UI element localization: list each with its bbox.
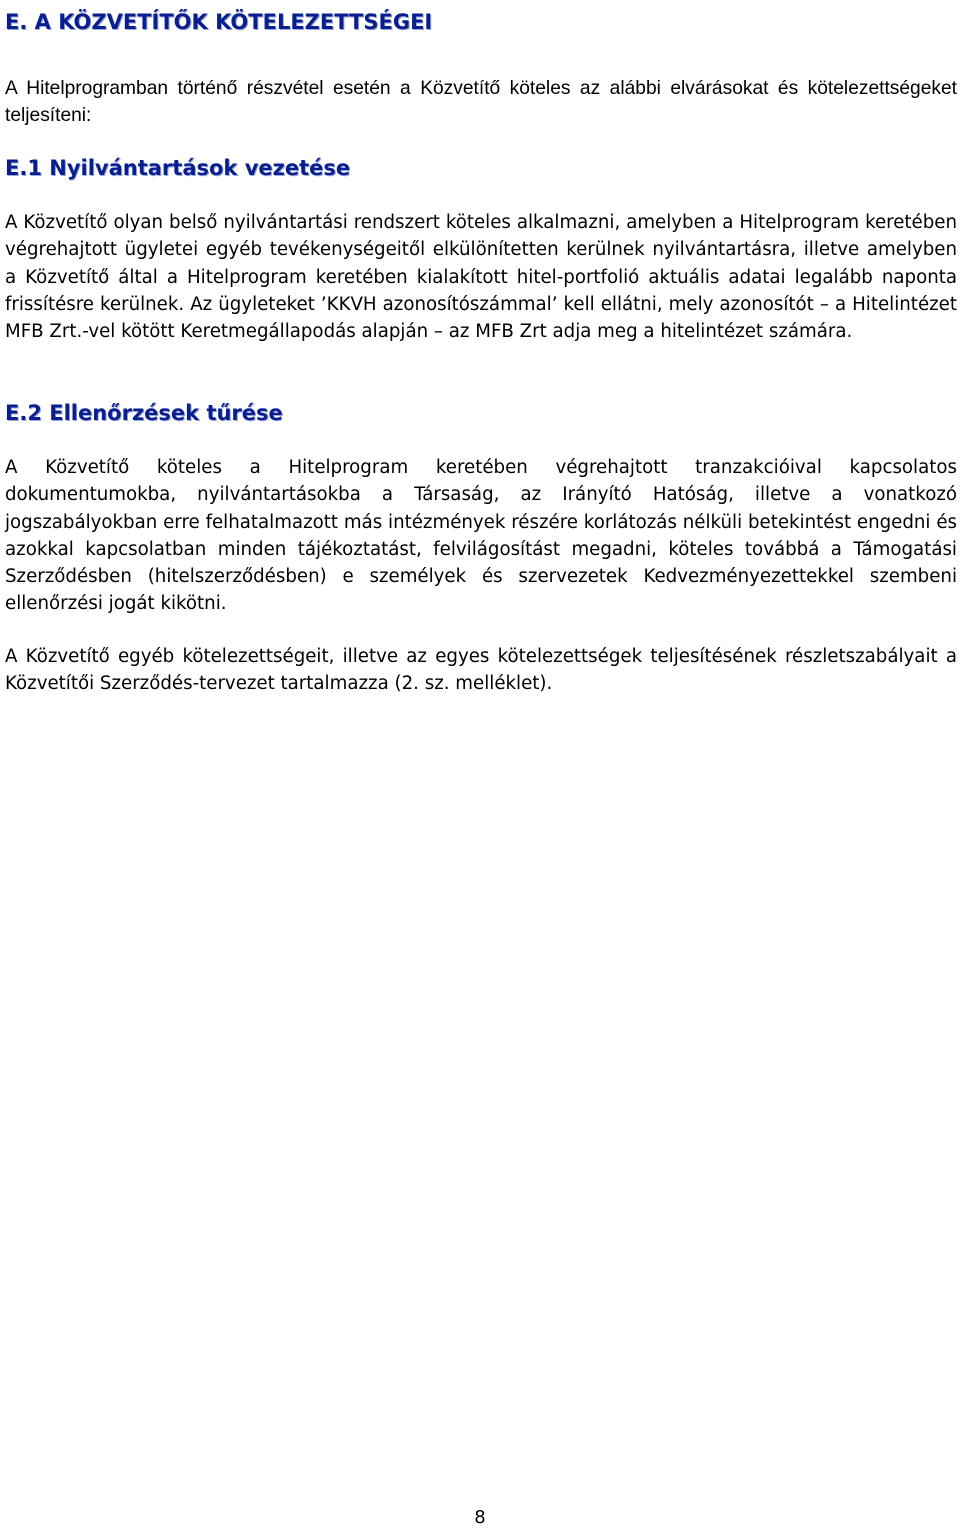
subsection-2-body-2: A Közvetítő egyéb kötelezettségeit, illetve az egyes kötelezettségek teljesítésének részletszabályait a Közvetítői Szerződés-tervezet tartalmazza (2. sz. melléklet). xyxy=(5,646,957,695)
subsection-2-title: E.2 Ellenőrzések tűrése xyxy=(5,401,283,425)
intro-paragraph: A Hitelprogramban történő részvétel esetén a Közvetítő köteles az alábbi elvárásokat és kötelezettségeket teljesíteni: xyxy=(5,78,957,127)
subsection-2-body-1: A Közvetítő köteles a Hitelprogram keretében végrehajtott tranzakcióival kapcsolatos dokumentumokba, nyilvántartásokba a Társaság, az Irányító Hatóság, illetve a vonatkozó jogszabályokban erre felhatalmazott más intézmények részére korlátozás nélküli betekintést engedni és azokkal kapcsolatban minden tájékoztatást, felvilágosítást megadni, köteles továbbá a Támogatási Szerződésben (hitelszerződésben) e személyek és szervezetek Kedvezményezettekkel szembeni ellenőrzési jogát kikötni. xyxy=(5,457,957,615)
subsection-1-title: E.1 Nyilvántartások vezetése xyxy=(5,156,351,180)
section-title: E. A KÖZVETÍTŐK KÖTELEZETTSÉGEI xyxy=(5,10,433,34)
page-number: 8 xyxy=(474,1507,486,1528)
subsection-1-body: A Közvetítő olyan belső nyilvántartási rendszert köteles alkalmazni, amelyben a Hitelprogram keretében végrehajtott ügyletei egyéb tevékenységeitől elkülönítetten kerülnek nyilvántartásra, illetve amelyben a Közvetítő által a Hitelprogram keretében kialakított hitel-portfolió aktuális adatai legalább naponta frissítésre kerülnek. Az ügyleteket ’KKVH azonosítószámmal’ kell ellátni, mely azonosítót – a Hitelintézet MFB Zrt.-vel kötött Keretmegállapodás alapján – az MFB Zrt adja meg a hitelintézet számára. xyxy=(5,212,957,343)
